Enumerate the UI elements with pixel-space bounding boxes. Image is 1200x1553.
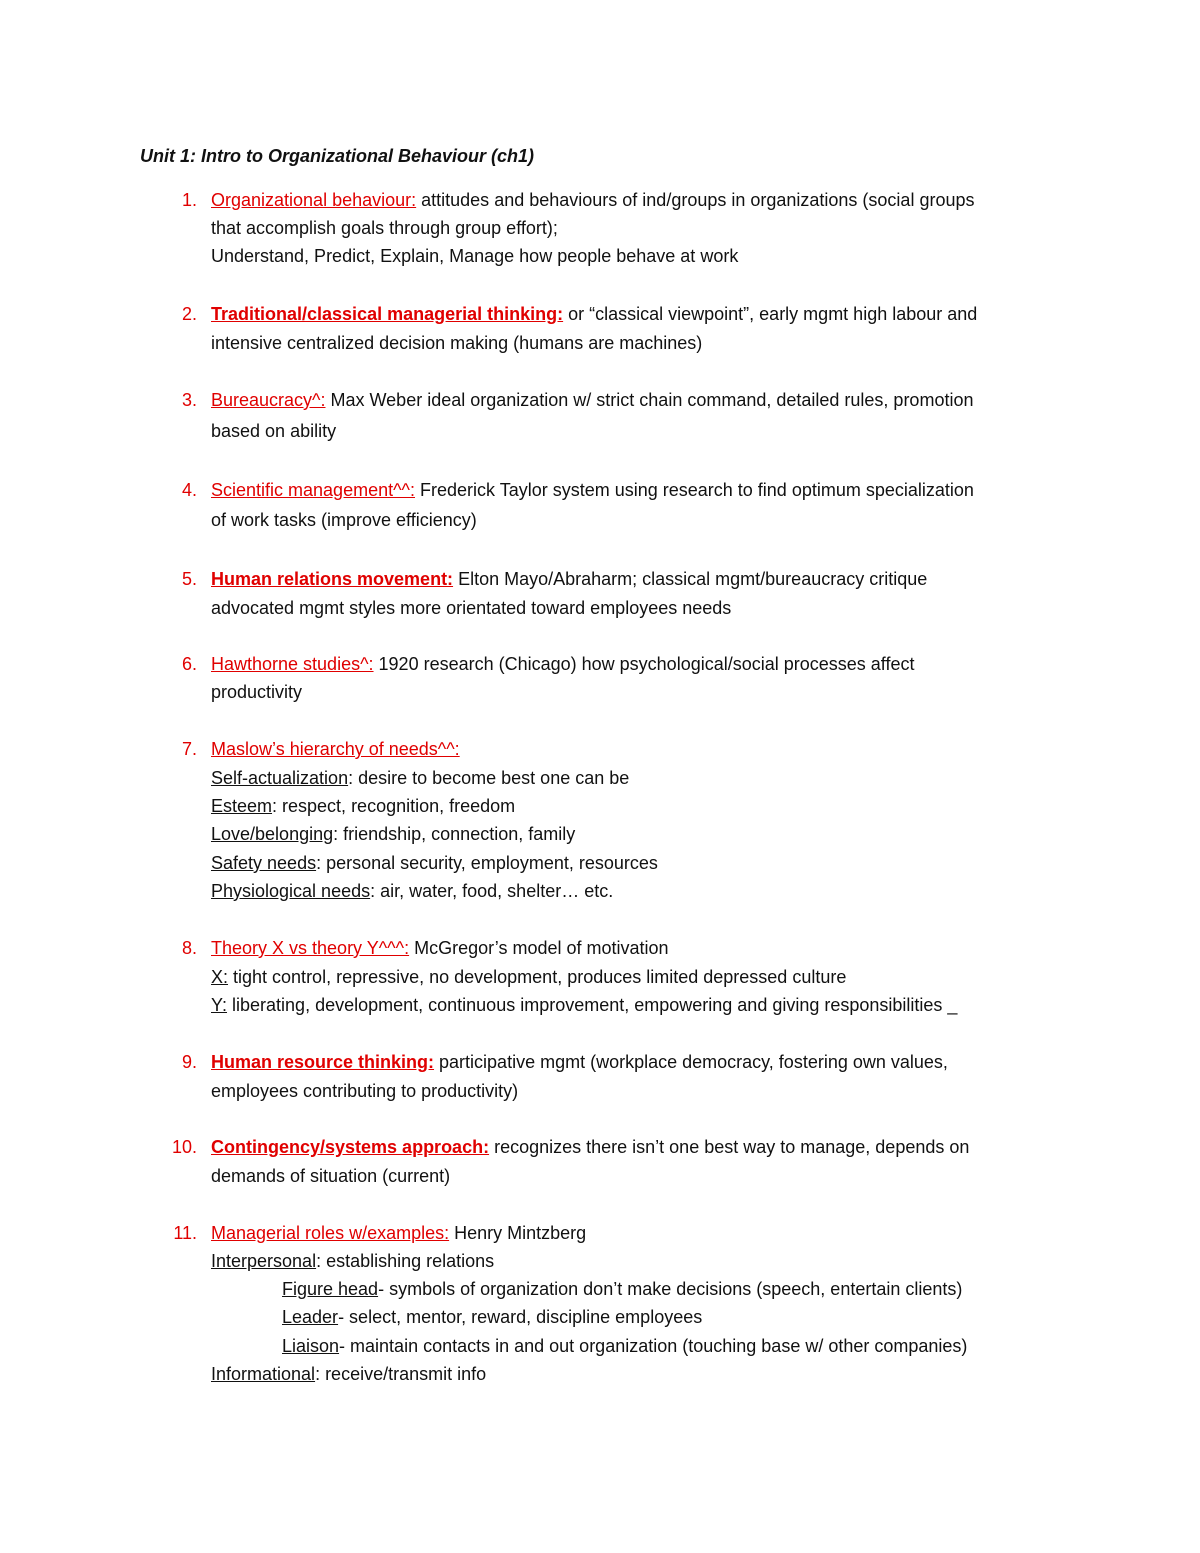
definition: attitudes and behaviours of ind/groups in organizations (social groups [416, 190, 975, 210]
sub-item [211, 766, 629, 790]
sub-text: : receive/transmit info [315, 1364, 487, 1384]
item-number: 10. [171, 1137, 197, 1157]
list-item [211, 388, 973, 412]
list-item [211, 936, 669, 960]
sub-text: : air, water, food, shelter… etc. [370, 881, 614, 901]
sub-term: X: [211, 967, 229, 987]
sub-term: Esteem [211, 796, 273, 816]
item-continuation: employees contributing to productivity) [211, 1081, 519, 1101]
list-item [211, 1050, 948, 1074]
sub-term: Interpersonal [211, 1251, 317, 1271]
item-continuation: Understand, Predict, Explain, Manage how people behave at work [211, 246, 739, 266]
item-continuation: productivity [211, 682, 303, 702]
sub-term: Liaison [282, 1336, 340, 1356]
list-item [211, 1135, 969, 1159]
sub-sub-item [282, 1277, 962, 1301]
item-continuation: that accomplish goals through group effort); [211, 218, 558, 238]
sub-text: - symbols of organization don’t make decisions (speech, entertain clients) [378, 1279, 963, 1299]
sub-term: Y: [211, 995, 228, 1015]
item-continuation: of work tasks (improve efficiency) [211, 510, 477, 530]
item-number: 9. [181, 1052, 197, 1072]
sub-text: : friendship, connection, family [333, 824, 576, 844]
term: Human resource thinking: [211, 1052, 435, 1072]
definition: Henry Mintzberg [449, 1223, 587, 1243]
item-number: 4. [181, 480, 197, 500]
item-number: 5. [181, 569, 197, 589]
definition: McGregor’s model of motivation [409, 938, 669, 958]
term: Scientific management^^: [211, 480, 415, 500]
sub-sub-item [282, 1334, 967, 1358]
sub-term: Safety needs [211, 853, 317, 873]
list-item [211, 478, 974, 502]
sub-term: Leader [282, 1307, 339, 1327]
sub-item [211, 1362, 486, 1386]
definition: participative mgmt (workplace democracy, fostering own values, [434, 1052, 948, 1072]
sub-text: : establishing relations [316, 1251, 495, 1271]
sub-text: : personal security, employment, resources [316, 853, 658, 873]
item-continuation: advocated mgmt styles more orientated toward employees needs [211, 598, 732, 618]
sub-text: - select, mentor, reward, discipline employees [338, 1307, 703, 1327]
sub-sub-item [282, 1305, 702, 1329]
sub-item [211, 965, 846, 989]
sub-item [211, 794, 515, 818]
item-continuation: demands of situation (current) [211, 1166, 451, 1186]
definition: Elton Mayo/Abraharm; classical mgmt/bureaucracy critique [453, 569, 928, 589]
list-item [211, 652, 914, 676]
item-number: 11. [173, 1223, 197, 1243]
list-item [211, 188, 974, 212]
item-continuation: based on ability [211, 421, 337, 441]
list-item [211, 1221, 586, 1245]
sub-item [211, 822, 575, 846]
sub-text: liberating, development, continuous improvement, empowering and giving responsibilities _ [227, 995, 958, 1015]
definition: Max Weber ideal organization w/ strict chain command, detailed rules, promotion [325, 390, 974, 410]
item-number: 1. [181, 190, 197, 210]
sub-text: - maintain contacts in and out organization (touching base w/ other companies) [339, 1336, 968, 1356]
sub-text: : desire to become best one can be [348, 768, 630, 788]
term: Bureaucracy^: [211, 390, 326, 410]
sub-item [211, 879, 613, 903]
term: Managerial roles w/examples: [211, 1223, 450, 1243]
sub-term: Self-actualization [211, 768, 349, 788]
item-continuation: intensive centralized decision making (humans are machines) [211, 333, 703, 353]
sub-term: Love/belonging [211, 824, 334, 844]
item-number: 3. [181, 390, 197, 410]
definition: recognizes there isn’t one best way to manage, depends on [489, 1137, 970, 1157]
term: Human relations movement: [211, 569, 454, 589]
term: Contingency/systems approach: [211, 1137, 490, 1157]
definition: Frederick Taylor system using research to find optimum specialization [415, 480, 974, 500]
list-item [211, 737, 460, 761]
item-number: 6. [181, 654, 197, 674]
term: Theory X vs theory Y^^^: [211, 938, 410, 958]
sub-item [211, 1249, 494, 1273]
term: Traditional/classical managerial thinking: [211, 304, 564, 324]
sub-item [211, 851, 658, 875]
item-number: 2. [181, 304, 197, 324]
sub-text: tight control, repressive, no development, produces limited depressed culture [228, 967, 847, 987]
item-number: 7. [181, 739, 197, 759]
term: Maslow’s hierarchy of needs^^: [211, 739, 460, 759]
definition: or “classical viewpoint”, early mgmt high labour and [563, 304, 978, 324]
definition: 1920 research (Chicago) how psychological/social processes affect [373, 654, 915, 674]
sub-item [211, 993, 957, 1017]
sub-term: Figure head [282, 1279, 379, 1299]
sub-term: Informational [211, 1364, 316, 1384]
item-number: 8. [181, 938, 197, 958]
sub-text: : respect, recognition, freedom [272, 796, 516, 816]
page-title: Unit 1: Intro to Organizational Behaviour (ch1) [140, 146, 535, 166]
sub-term: Physiological needs [211, 881, 371, 901]
list-item [211, 302, 977, 326]
term: Hawthorne studies^: [211, 654, 374, 674]
list-item [211, 567, 927, 591]
term: Organizational behaviour: [211, 190, 417, 210]
